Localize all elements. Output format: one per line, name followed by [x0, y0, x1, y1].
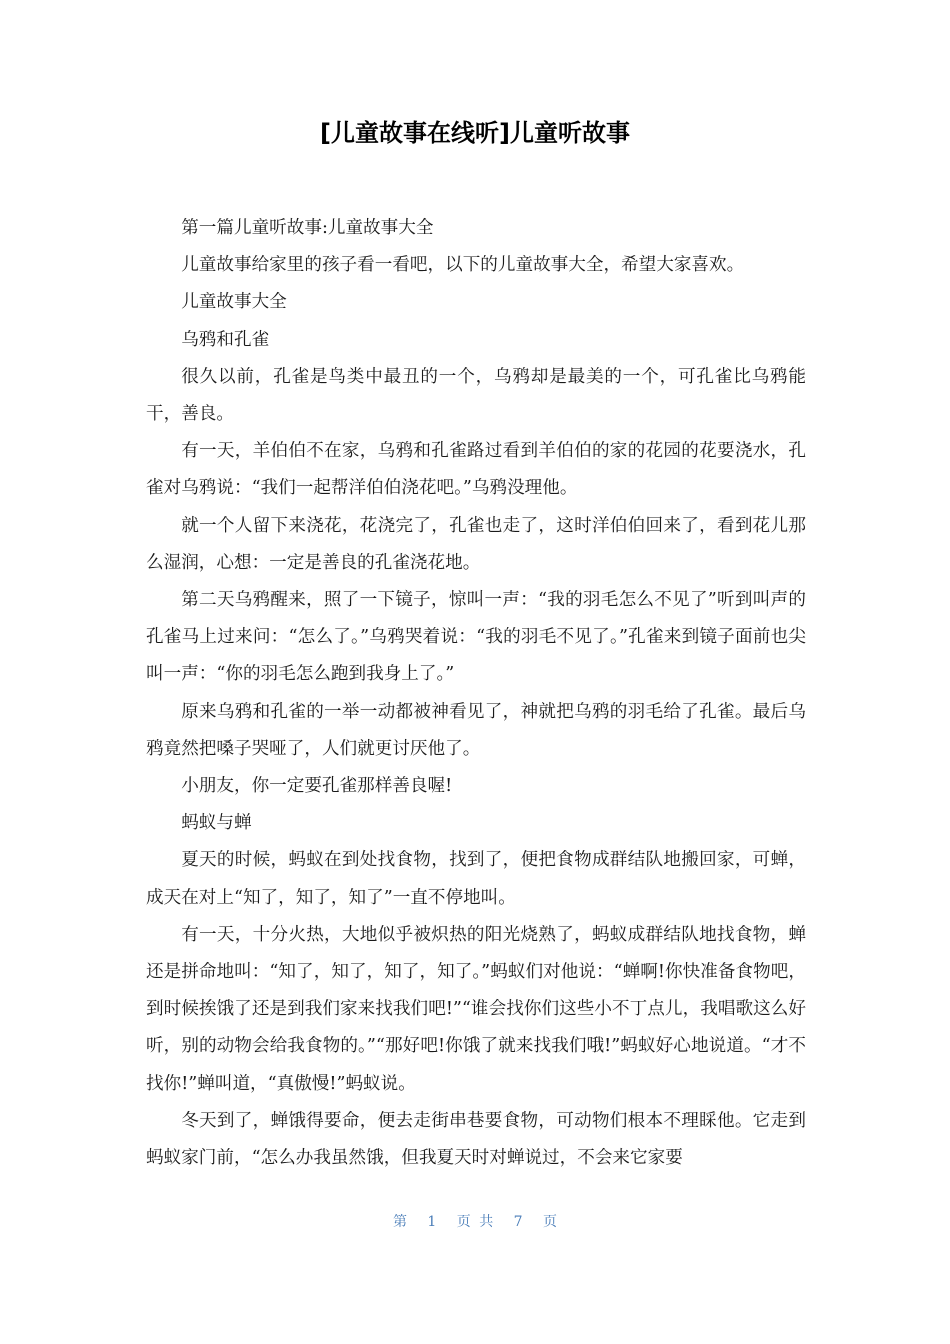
page-footer [0, 1211, 950, 1233]
paragraph: 有一天，十分火热，大地似乎被炽热的阳光烧熟了，蚂蚁成群结队地找食物，蝉还是拼命地叫：“知了，知了，知了，知了。”蚂蚁们对他说：“蝉啊!你快准备食物吧，到时候挨饿了还是到我们家来找我们吧!”“谁会找你们这些小不丁点儿，我唱歌这么好听，别的动物会给我食物的。”“那好吧!你饿了就来找我们哦!”蚂蚁好心地说道。“才不找你!”蝉叫道，“真傲慢!”蚂蚁说。 [146, 924, 806, 1094]
paragraph: 儿童故事大全 [181, 292, 287, 313]
paragraph: 有一天，羊伯伯不在家，乌鸦和孔雀路过看到羊伯伯的家的花园的花要浇水，孔雀对乌鸦说：“我们一起帮洋伯伯浇花吧。”乌鸦没理他。 [146, 441, 806, 499]
paragraph: 原来乌鸦和孔雀的一举一动都被神看见了，神就把乌鸦的羽毛给了孔雀。最后乌鸦竟然把嗓子哭哑了，人们就更讨厌他了。 [146, 701, 806, 759]
paragraph: 蚂蚁与蝉 [181, 813, 252, 834]
paragraph: 冬天到了，蝉饿得要命，便去走街串巷要食物，可动物们根本不理睬他。它走到蚂蚁家门前，“怎么办我虽然饿，但我夏天时对蝉说过，不会来它家要 [146, 1110, 806, 1169]
paragraph: 小朋友，你一定要孔雀那样善良喔! [181, 776, 453, 797]
paragraph: 夏天的时候，蚂蚁在到处找食物，找到了，便把食物成群结队地搬回家，可蝉，成天在对上“知了，知了，知了”一直不停地叫。 [146, 850, 806, 908]
paragraph: 乌鸦和孔雀 [181, 329, 270, 350]
page-label-suffix: 页 [543, 1214, 558, 1230]
page-label-middle: 页 共 [456, 1214, 494, 1230]
paragraph: 就一个人留下来浇花，花浇完了，孔雀也走了，这时洋伯伯回来了，看到花儿那么湿润，心想：一定是善良的孔雀浇花地。 [146, 515, 806, 573]
document-body [146, 210, 806, 1177]
page-number: 1 [427, 1214, 437, 1230]
paragraph: 第一篇儿童听故事:儿童故事大全 [181, 218, 434, 238]
paragraph: 很久以前，孔雀是鸟类中最丑的一个，乌鸦却是最美的一个，可孔雀比乌鸦能干，善良。 [146, 366, 806, 425]
paragraph: 第二天乌鸦醒来，照了一下镜子，惊叫一声：“我的羽毛怎么不见了”听到叫声的孔雀马上过来问：“怎么了。”乌鸦哭着说：“我的羽毛不见了。”孔雀来到镜子面前也尖叫一声：“你的羽毛怎么跑到我身上了。” [146, 590, 806, 685]
page-title: [儿童故事在线听]儿童听故事 [320, 119, 630, 147]
paragraph: 儿童故事给家里的孩子看一看吧，以下的儿童故事大全，希望大家喜欢。 [181, 255, 745, 276]
page-total: 7 [513, 1214, 523, 1230]
page-label-prefix: 第 [392, 1214, 407, 1230]
